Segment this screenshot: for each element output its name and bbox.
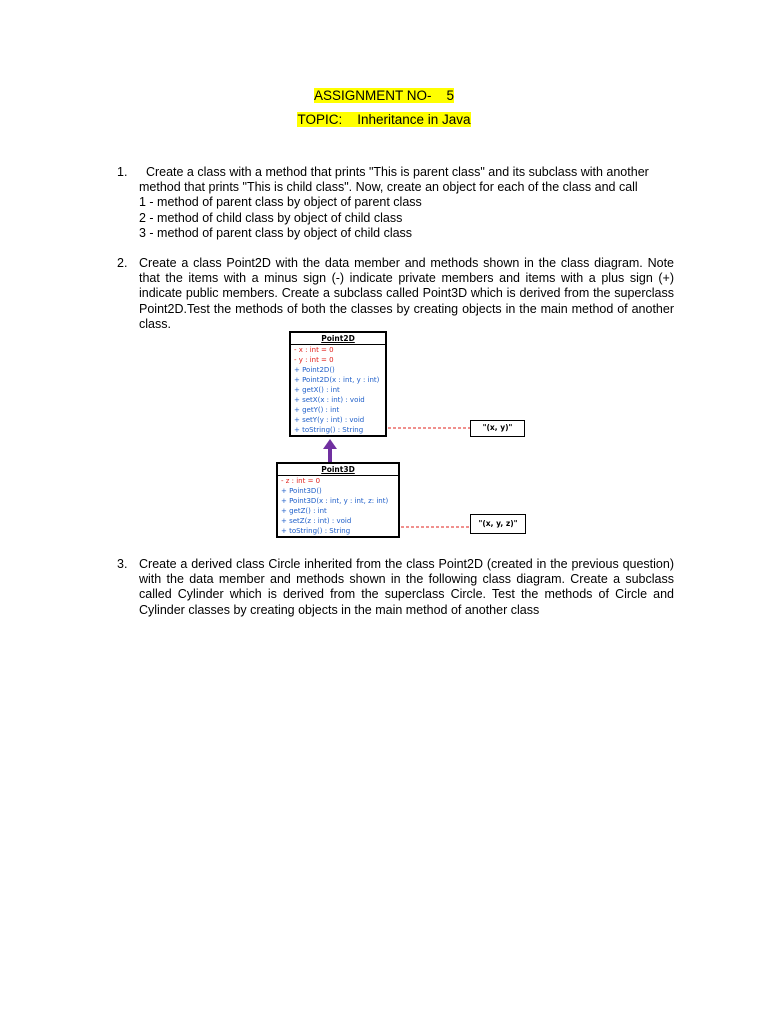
uml-public-member: + Point3D(x : int, y : int, z: int) [281,497,389,505]
uml-public-member: + Point2D(x : int, y : int) [294,376,380,384]
uml-public-member: + Point2D() [294,366,335,374]
assignment-title-text: ASSIGNMENT NO- 5 [313,88,455,103]
topic-title-text: TOPIC: Inheritance in Java [297,112,471,127]
uml-public-member: + getX() : int [294,386,340,394]
question-2-text: Create a class Point2D with the data member and methods shown in the class diagram. Note that the items with a minus sign (-) indicate private members and items with a plus sign (+) indicate public members. Create a subclass called Point3D which is derived from the superclass Point2D.Test the methods of both the classes by creating objects in the main method of another class. [139,256,674,331]
uml-public-member: + setX(x : int) : void [294,396,365,404]
question-1-number: 1. [117,165,128,179]
uml-public-member: + getZ() : int [281,507,327,515]
inheritance-arrowhead [323,439,337,449]
class-name-point3d: Point3D [321,465,355,474]
uml-public-member: + setY(y : int) : void [294,416,365,424]
question-2-number: 2. [117,256,128,270]
uml-private-member: - x : int = 0 [294,346,334,354]
class-box-point3d [276,462,400,538]
note-point3d-tostring: "(x, y, z)" [470,514,526,534]
question-1-line-5: 3 - method of parent class by object of child class [139,225,413,240]
question-1-line-3: 1 - method of parent class by object of parent class [139,195,422,210]
question-1-line-2: method that prints "This is child class". Now, create an object for each of the class and call [139,180,638,195]
uml-public-member: + toString() : String [281,527,351,535]
uml-private-member: - z : int = 0 [281,477,321,485]
question-1-line-1: Create a class with a method that prints "This is parent class" and its subclass with another [139,165,649,179]
question-3-number: 3. [117,557,128,571]
uml-public-member: + setZ(z : int) : void [281,517,352,525]
uml-public-member: + Point3D() [281,487,322,495]
question-3-text: Create a derived class Circle inherited from the class Point2D (created in the previous question) with the data member and methods shown in the following class diagram. Create a subclass called Cylinder which is derived from the superclass Circle. Test the methods of Circle and Cylinder classes by creating objects in the main method of another class [139,557,674,617]
class-name-point2d: Point2D [321,334,355,343]
question-1-line-4: 2 - method of child class by object of child class [139,210,403,225]
note-point2d-tostring: "(x, y)" [470,420,525,437]
uml-public-member: + getY() : int [294,406,340,414]
uml-public-member: + toString() : String [294,426,364,434]
class-box-point2d [289,331,387,437]
uml-private-member: - y : int = 0 [294,356,334,364]
